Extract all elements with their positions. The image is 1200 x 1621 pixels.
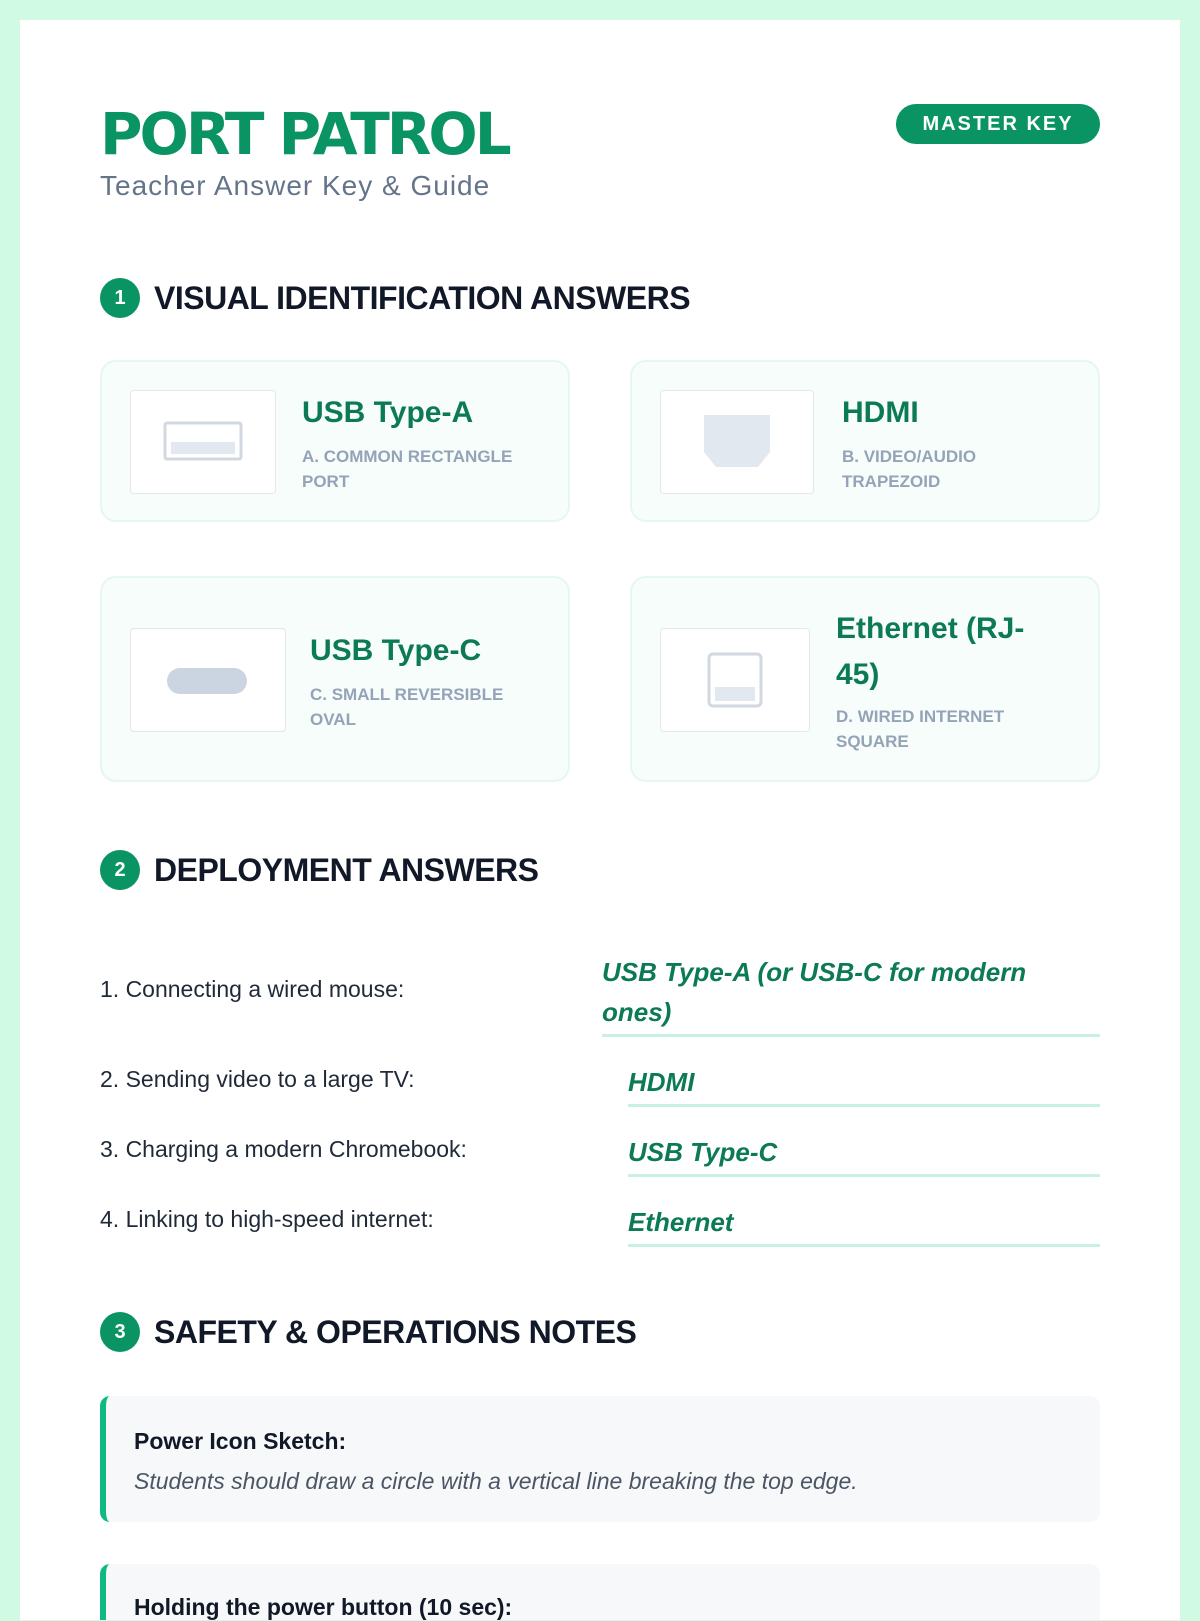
port-description-line-2: PORT bbox=[302, 472, 350, 491]
port-card-hdmi bbox=[630, 360, 1100, 522]
section-number-badge: 1 bbox=[100, 278, 140, 318]
question-4: 4. Linking to high-speed internet: bbox=[100, 1206, 434, 1232]
section-number-badge: 2 bbox=[100, 850, 140, 890]
port-card-usb-a bbox=[100, 360, 570, 522]
port-image-frame bbox=[660, 390, 814, 494]
hdmi-port-icon bbox=[660, 390, 814, 494]
master-key-badge: MASTER KEY bbox=[896, 104, 1100, 144]
section-2-heading bbox=[100, 850, 539, 890]
answer-4: Ethernet bbox=[628, 1202, 1100, 1247]
page-title: PORT PATROL bbox=[100, 100, 509, 168]
answer-2: HDMI bbox=[628, 1062, 1100, 1107]
section-number-badge: 3 bbox=[100, 1312, 140, 1352]
usb-a-port-icon bbox=[130, 390, 276, 494]
port-name-line-1: Ethernet (RJ- bbox=[836, 612, 1025, 645]
answer-1 bbox=[602, 952, 1100, 1037]
port-description-line-2: SQUARE bbox=[836, 732, 909, 751]
answer-3: USB Type-C bbox=[628, 1132, 1100, 1177]
port-description-line-2: TRAPEZOID bbox=[842, 472, 941, 491]
port-card-usb-c bbox=[100, 576, 570, 782]
section-title: VISUAL IDENTIFICATION ANSWERS bbox=[154, 279, 691, 316]
section-title: DEPLOYMENT ANSWERS bbox=[154, 851, 539, 888]
port-name: HDMI bbox=[842, 396, 919, 429]
port-name: USB Type-C bbox=[310, 634, 482, 667]
usb-c-port-icon bbox=[130, 628, 286, 732]
section-title: SAFETY & OPERATIONS NOTES bbox=[154, 1313, 637, 1350]
port-description-line-1: D. WIRED INTERNET bbox=[836, 707, 1005, 726]
answer-key-page bbox=[20, 20, 1180, 1620]
question-1: 1. Connecting a wired mouse: bbox=[100, 976, 405, 1002]
port-description-line-1: C. SMALL REVERSIBLE bbox=[310, 685, 504, 704]
port-card-ethernet bbox=[630, 576, 1100, 782]
answer-1-line-1: USB Type-A (or USB-C for modern bbox=[602, 957, 1027, 987]
question-2: 2. Sending video to a large TV: bbox=[100, 1066, 415, 1092]
port-image-frame bbox=[130, 390, 276, 494]
note-title: Power Icon Sketch: bbox=[134, 1428, 347, 1454]
port-image-frame bbox=[660, 628, 810, 732]
note-power-button bbox=[100, 1564, 1100, 1620]
note-title: Holding the power button (10 sec): bbox=[134, 1594, 513, 1620]
note-text: Students should draw a circle with a vertical line breaking the top edge. bbox=[134, 1468, 858, 1494]
port-name-line-2: 45) bbox=[836, 658, 880, 691]
port-description-line-1: B. VIDEO/AUDIO bbox=[842, 447, 977, 466]
section-1-heading bbox=[100, 278, 690, 318]
port-image-frame bbox=[130, 628, 286, 732]
section-3-heading bbox=[100, 1312, 636, 1352]
answer-1-line-2: ones) bbox=[602, 997, 672, 1027]
question-3: 3. Charging a modern Chromebook: bbox=[100, 1136, 467, 1162]
note-power-icon bbox=[100, 1396, 1100, 1522]
ethernet-port-icon bbox=[660, 628, 810, 732]
port-description-line-1: A. COMMON RECTANGLE bbox=[302, 447, 513, 466]
page-subtitle: Teacher Answer Key & Guide bbox=[100, 170, 491, 201]
port-name: USB Type-A bbox=[302, 396, 474, 429]
port-description-line-2: OVAL bbox=[310, 710, 356, 729]
